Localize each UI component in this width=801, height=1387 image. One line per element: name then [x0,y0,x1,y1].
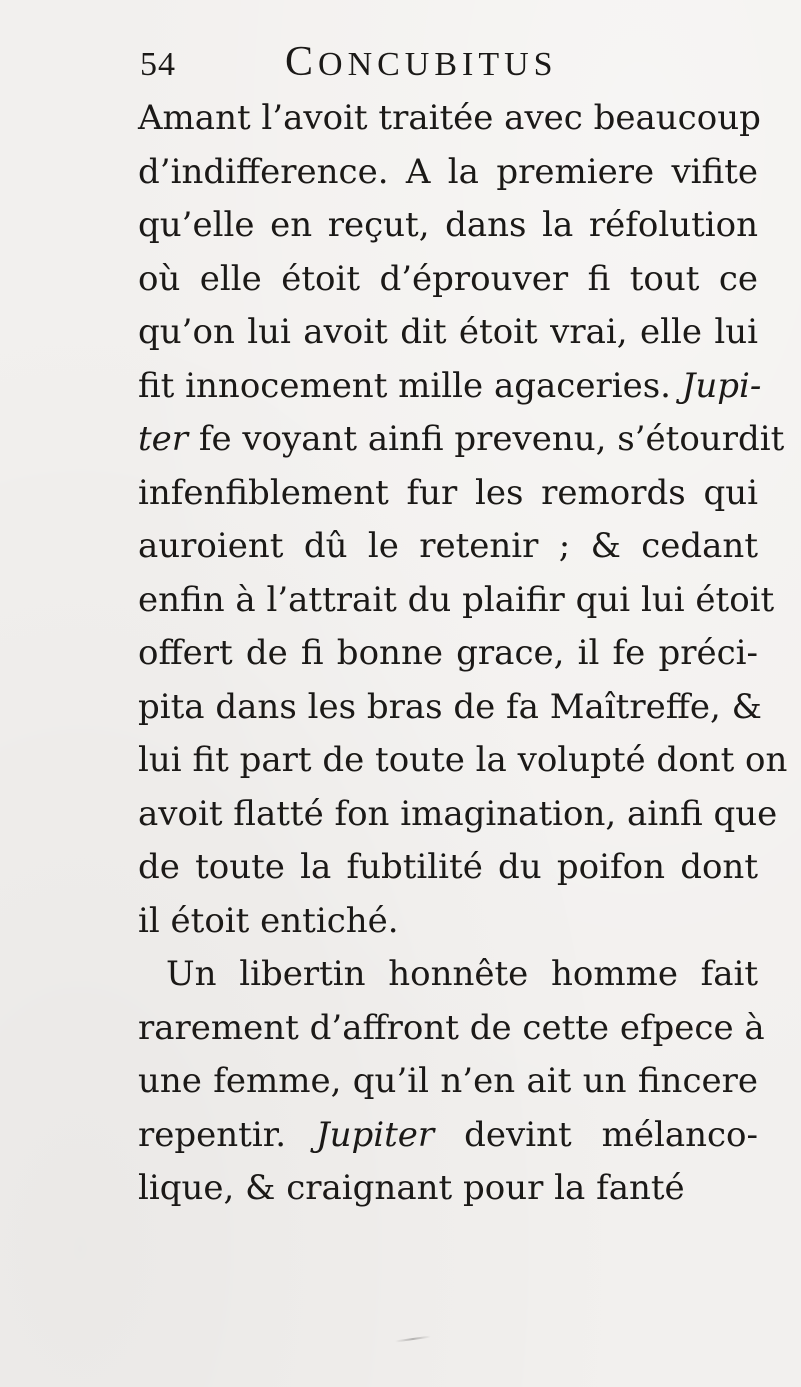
text-line: avoit flatté fon imagination, ainfi que [138,793,778,834]
text-line: qu’elle en reçut, dans la réfolution [138,205,758,245]
running-title [285,38,558,86]
text-line: repentir. Jupiter devint mélanco- [138,1114,758,1155]
text-line: il étoit entiché. [138,900,399,941]
text-line: de toute la fubtilité du poifon dont [138,847,758,887]
text-line: rarement d’affront de cette efpece à [138,1007,765,1048]
running-title-rest: ONCUBITUS [318,46,558,83]
text-line: lui fit part de toute la volupté dont on [138,740,788,780]
text-line: infenfiblement fur les remords qui [138,472,758,513]
text-line: qu’on lui avoit dit étoit vrai, elle lui [138,312,758,352]
italic-name: Jupi- [681,365,762,406]
text-line: enfin à l’attrait du plaifir qui lui étoit [138,579,775,620]
text-line: où elle étoit d’éprouver fi tout ce [138,258,758,299]
text-line: lique, & craignant pour la fanté [138,1168,685,1208]
text-line: pita dans les bras de fa Maîtreffe, & [138,686,762,727]
body-text [138,92,788,1216]
page-header [140,38,558,94]
text-line: fit innocement mille agaceries. Jupi- [138,365,762,406]
text-line: une femme, qu’il n’en ait un fincere [138,1061,758,1101]
text-line: Amant l’avoit traitée avec beaucoup [138,98,761,138]
text-line: ter fe voyant ainfi prevenu, s’étourdit [138,419,785,459]
running-title-initial: C [285,39,319,85]
text-line: auroient dû le retenir ; & cedant [138,526,758,566]
page-number: 54 [140,46,176,83]
ink-smudge [395,1336,431,1343]
text-line: d’indifference. A la premiere vifite [138,151,758,192]
text-line: offert de fi bonne grace, il fe préci- [138,633,758,673]
text-line: Un libertin honnête homme fait [166,954,758,994]
italic-name: Jupiter [315,1114,435,1155]
italic-name: ter [138,419,189,459]
